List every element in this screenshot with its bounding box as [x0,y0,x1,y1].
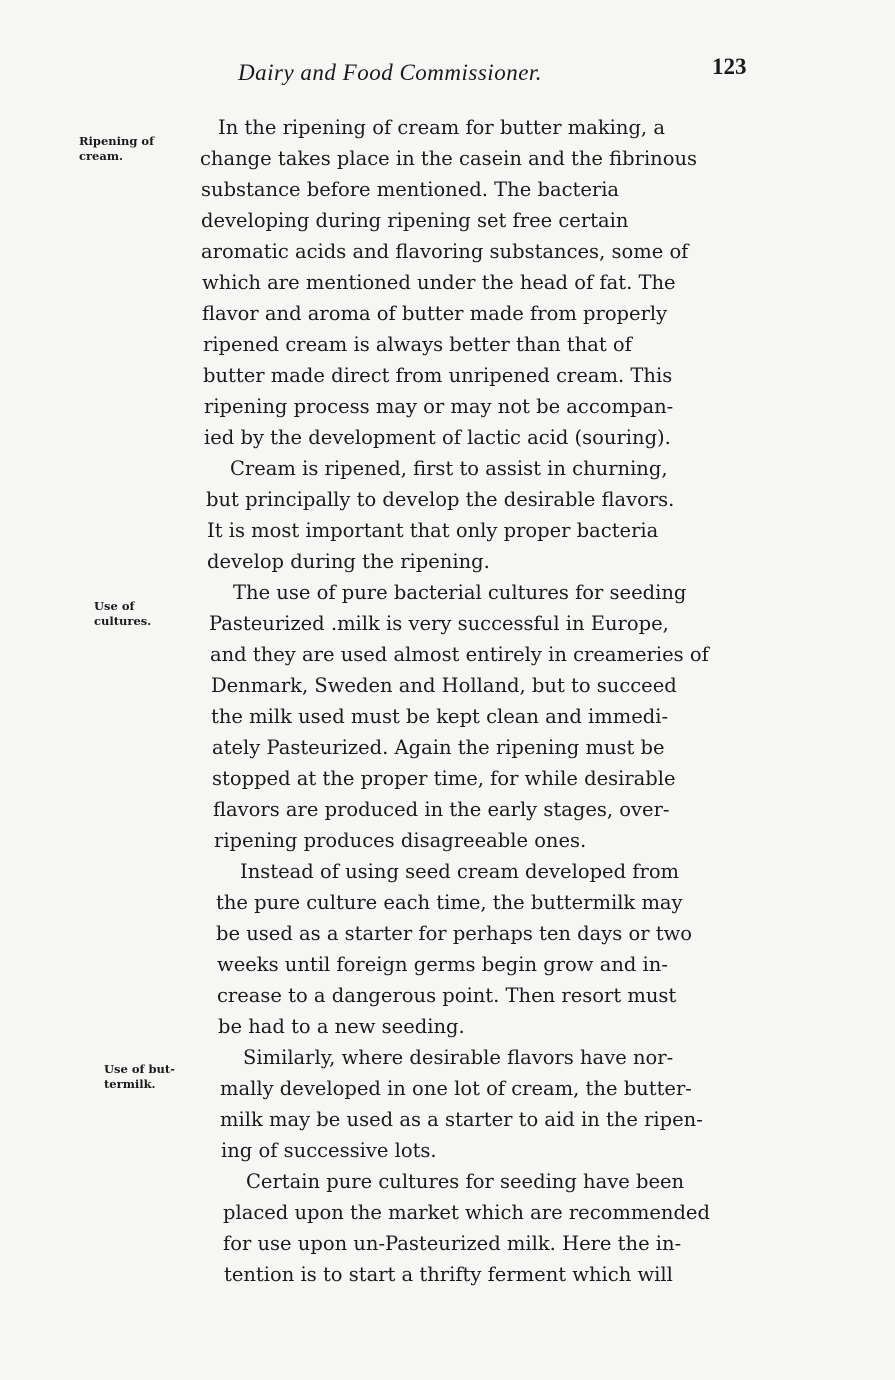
text-line: ripening produces disagreeable ones. [214,829,587,852]
margin-note-line: Use of but- [104,1062,175,1076]
text-line: ied by the development of lactic acid (souring). [204,426,671,449]
text-line: substance before mentioned. The bacteria [201,178,620,201]
text-line: butter made direct from unripened cream. This [203,364,673,387]
text-line: The use of pure bacterial cultures for seeding [233,581,687,604]
text-line: flavor and aroma of butter made from properly [202,302,668,325]
margin-note-line: Ripening of [79,134,155,148]
text-line: tention is to start a thrifty ferment which will [224,1263,673,1286]
text-line: be used as a starter for perhaps ten days or two [216,922,693,945]
text-line: Similarly, where desirable flavors have nor- [243,1046,674,1069]
margin-note-line: cultures. [94,614,152,628]
text-line: placed upon the market which are recommended [223,1201,710,1224]
text-line: aromatic acids and flavoring substances, some of [201,240,689,263]
text-line: Cream is ripened, first to assist in churning, [230,457,668,480]
text-line: which are mentioned under the head of fat. The [202,271,676,294]
text-line: ripening process may or may not be accompan- [204,395,674,418]
text-line: be had to a new seeding. [218,1015,465,1038]
text-line: for use upon un-Pasteurized milk. Here the in- [223,1232,682,1255]
text-line: the milk used must be kept clean and immedi- [211,705,669,728]
text-line: change takes place in the casein and the fibrinous [200,147,698,170]
text-line: stopped at the proper time, for while desirable [212,767,676,790]
text-line: develop during the ripening. [207,550,490,573]
margin-note-line: termilk. [104,1077,156,1091]
page-number: 123 [712,54,747,79]
margin-note-line: cream. [79,149,124,163]
margin-note-buttermilk [104,1062,175,1092]
text-line: It is most important that only proper bacteria [207,519,659,542]
text-line: ing of successive lots. [221,1139,437,1162]
text-line: ately Pasteurized. Again the ripening must be [212,736,665,759]
text-line: Pasteurized .milk is very successful in Europe, [209,612,669,635]
margin-note-cultures [94,599,151,629]
text-line: developing during ripening set free certain [201,209,629,232]
text-line: weeks until foreign germs begin grow and in- [217,953,668,976]
text-line: the pure culture each time, the buttermilk may [216,891,683,914]
text-line: crease to a dangerous point. Then resort must [217,984,677,1007]
running-header: Dairy and Food Commissioner. [238,60,543,85]
text-line: Denmark, Sweden and Holland, but to succeed [211,674,677,697]
margin-note-line: Use of [94,599,135,613]
text-line: flavors are produced in the early stages, over- [213,798,670,821]
text-line: Instead of using seed cream developed from [240,860,680,883]
text-line: mally developed in one lot of cream, the butter- [220,1077,692,1100]
text-line: milk may be used as a starter to aid in the ripen- [220,1108,703,1131]
margin-note-ripening [79,134,154,164]
text-line: Certain pure cultures for seeding have been [246,1170,685,1193]
text-line: ripened cream is always better than that of [203,333,632,356]
text-line: but principally to develop the desirable flavors. [206,488,675,511]
text-line: In the ripening of cream for butter making, a [218,116,665,139]
text-line: and they are used almost entirely in creameries of [210,643,709,666]
